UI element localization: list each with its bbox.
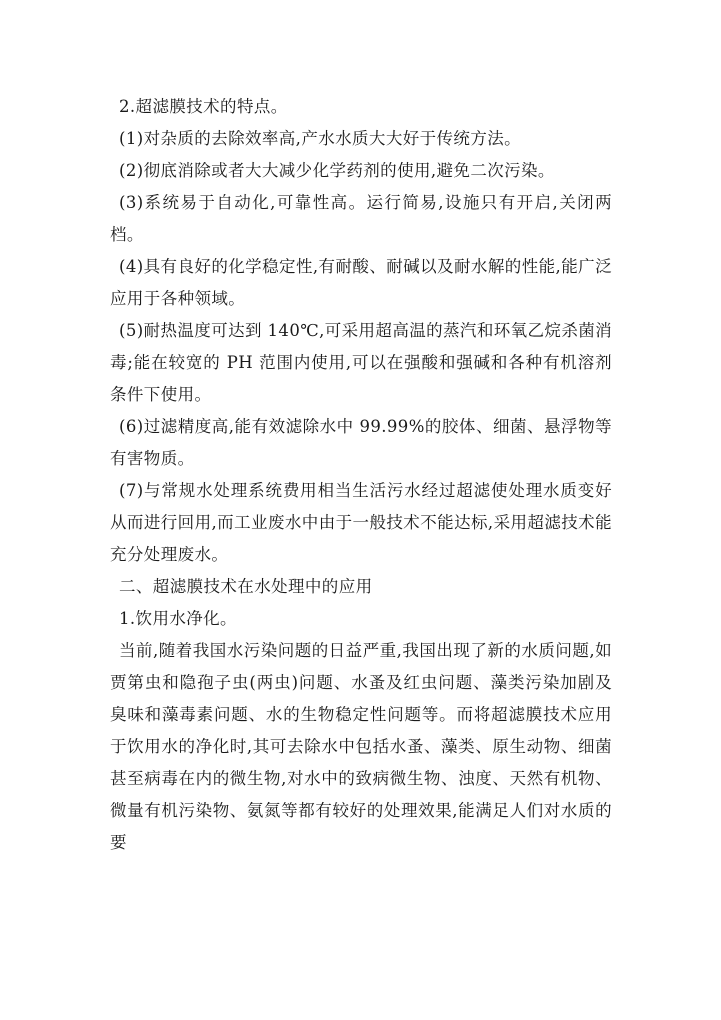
feature-item-1: (1)对杂质的去除效率高,产水水质大大好于传统方法。 — [119, 129, 522, 148]
feature-item-6: (6)过滤精度高,能有效滤除水中 99.99%的胶体、细菌、悬浮物等有害物质。 — [110, 417, 612, 468]
body-paragraph-drinking-water: 当前,随着我国水污染问题的日益严重,我国出现了新的水质问题,如贾第虫和隐孢子虫(两虫)问题、水蚤及红虫问题、藻类污染加剧及臭味和藻毒素问题、水的生物稳定性问题等。而将超滤膜技术应用于饮用水的净化时,其可去除水中包括水蚤、藻类、原生动物、细菌甚至病毒在内的微生物,对水中的致病微生物、浊度、天然有机物、微量有机污染物、氨氮等都有较好的处理效果,能满足人们对水质的要 — [110, 641, 612, 852]
subsection-heading-drinking-water: 1.饮用水净化。 — [119, 609, 237, 628]
document-page — [110, 91, 612, 859]
feature-item-3: (3)系统易于自动化,可靠性高。运行简易,设施只有开启,关闭两档。 — [110, 193, 612, 244]
feature-item-2: (2)彻底消除或者大大减少化学药剂的使用,避免二次污染。 — [119, 161, 555, 180]
feature-item-5: (5)耐热温度可达到 140℃,可采用超高温的蒸汽和环氧乙烷杀菌消毒;能在较宽的 PH 范围内使用,可以在强酸和强碱和各种有机溶剂条件下使用。 — [110, 321, 613, 404]
feature-item-7: (7)与常规水处理系统费用相当生活污水经过超滤使处理水质变好从而进行回用,而工业废水中由于一般技术不能达标,采用超滤技术能充分处理废水。 — [110, 481, 612, 564]
section-heading-applications: 二、超滤膜技术在水处理中的应用 — [119, 577, 373, 596]
feature-item-4: (4)具有良好的化学稳定性,有耐酸、耐碱以及耐水解的性能,能广泛应用于各种领域。 — [110, 257, 612, 308]
section-heading-features: 2.超滤膜技术的特点。 — [119, 97, 288, 116]
